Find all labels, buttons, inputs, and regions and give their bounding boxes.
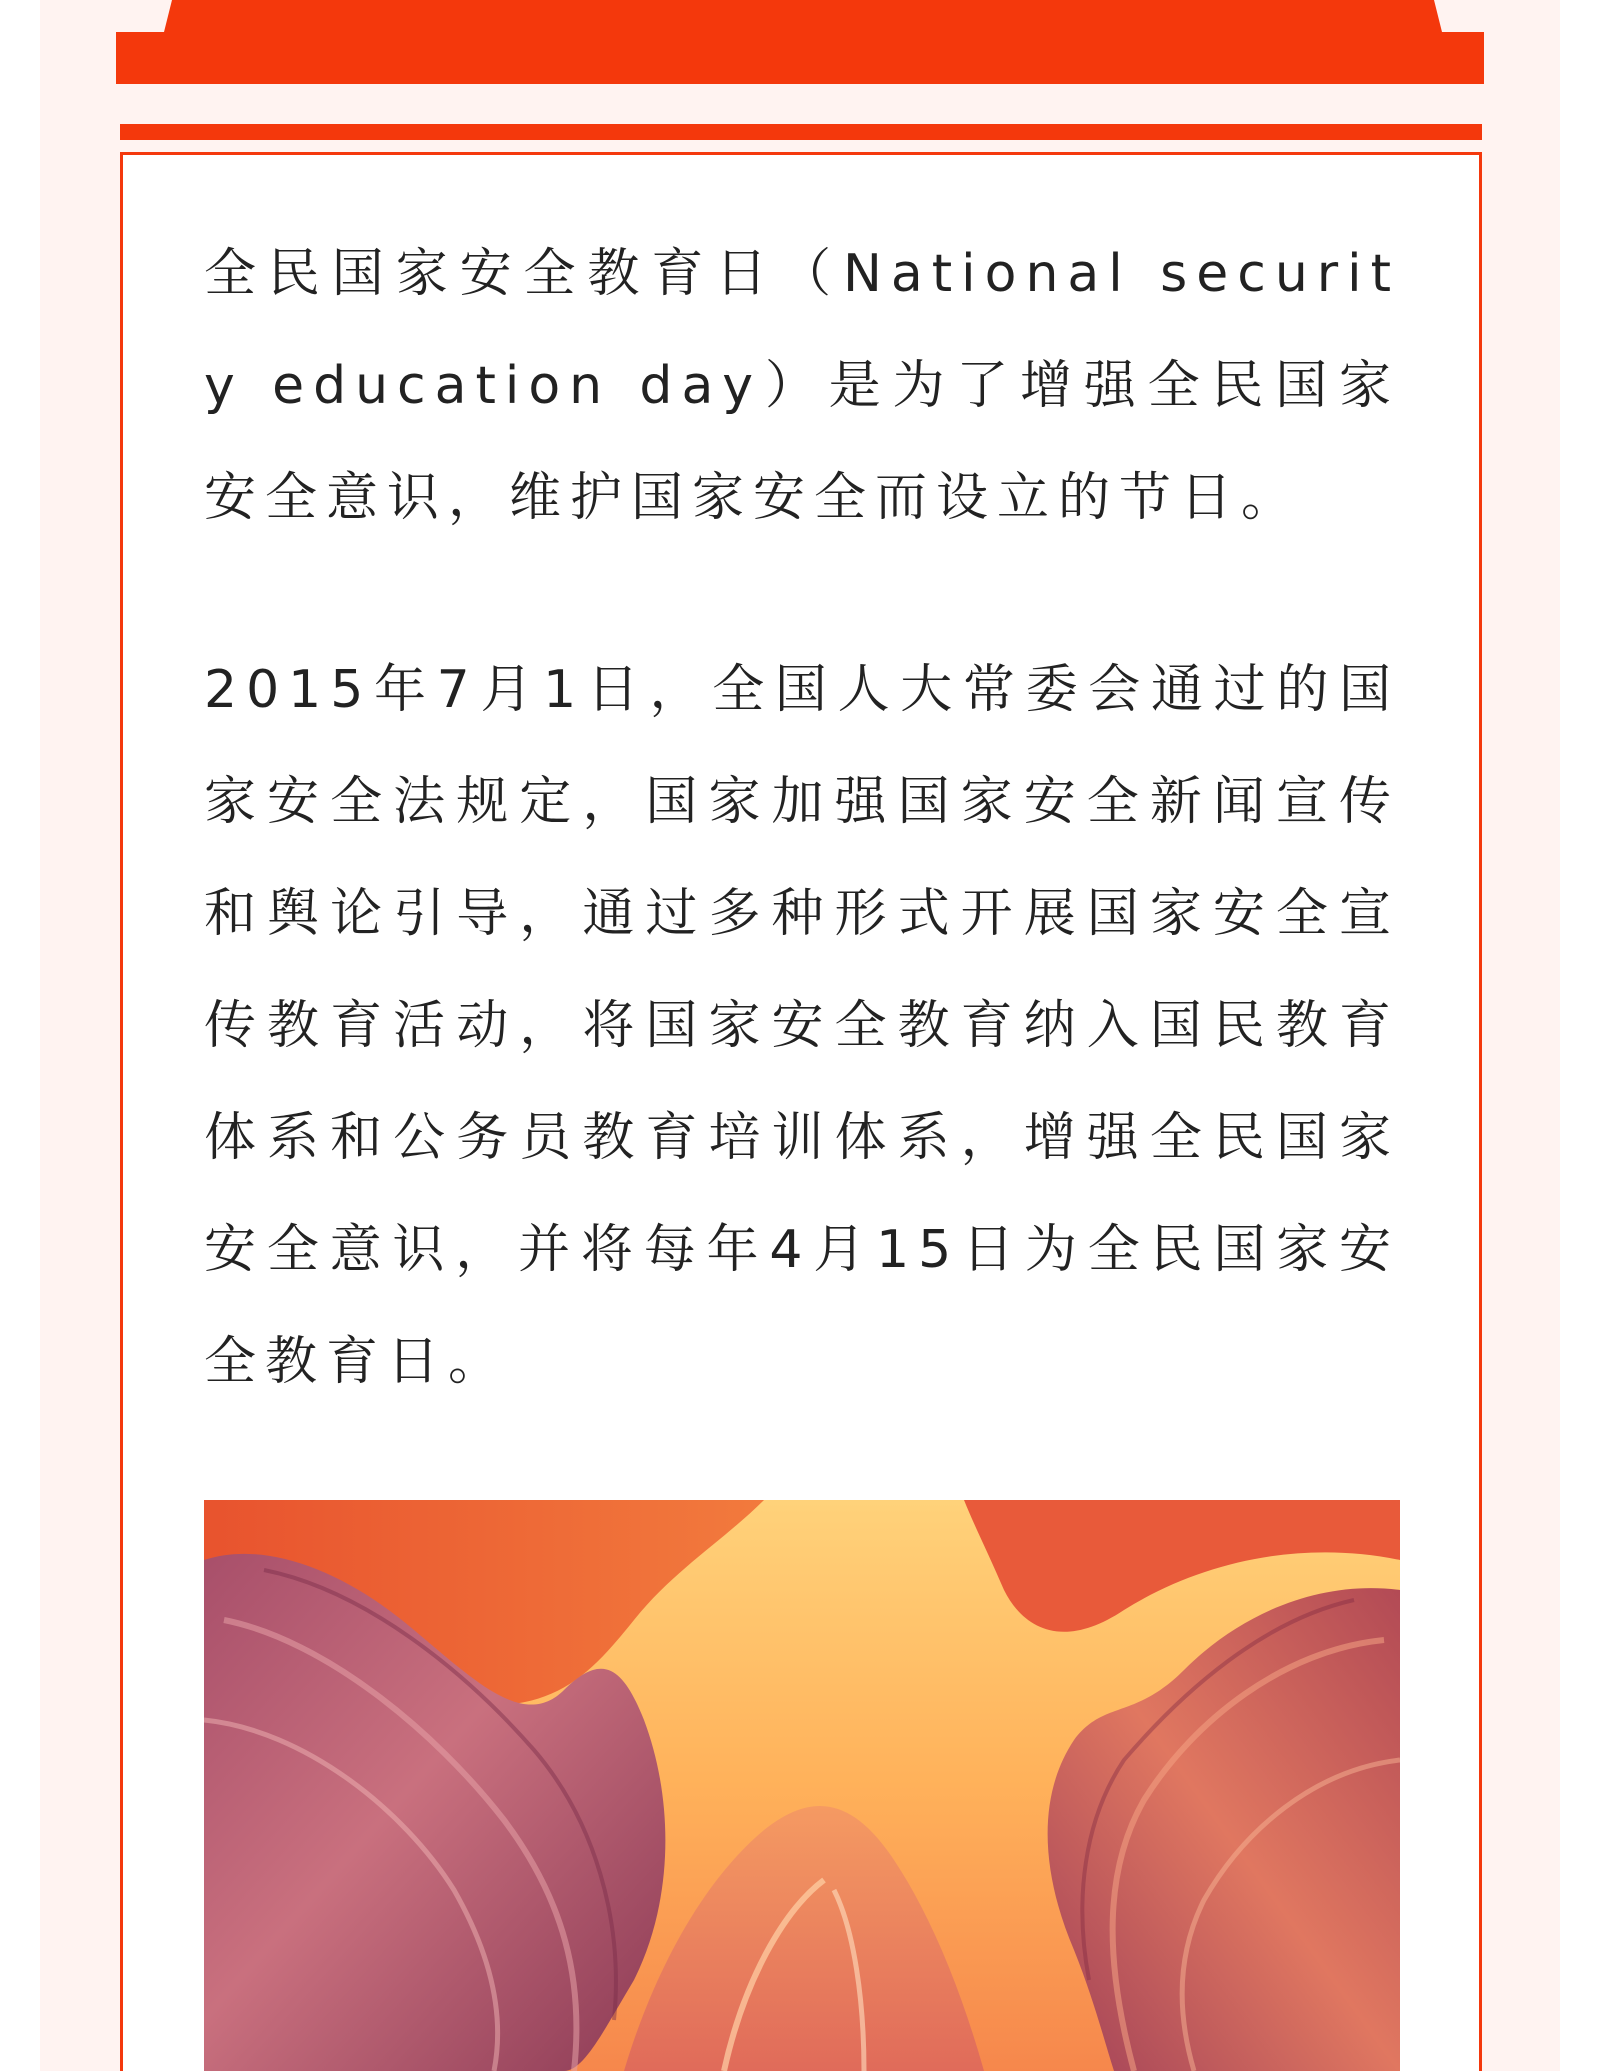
intro-paragraph: 全民国家安全教育日（National security education day）是为了增强全民国家安全意识，维护国家安全而设立的节日。 bbox=[204, 244, 1400, 528]
law-paragraph: 2015年7月1日，全国人大常委会通过的国家安全法规定，国家加强国家安全新闻宣传和舆论引导，通过多种形式开展国家安全宣传教育活动，将国家安全教育纳入国民教育体系和公务员教育培训体系，增强全民国家安全意识，并将每年4月15日为全民国家安全教育日。 bbox=[204, 660, 1400, 1392]
separator-bar bbox=[120, 124, 1482, 140]
header-banner bbox=[116, 0, 1484, 84]
canyon-photo bbox=[204, 1500, 1400, 2071]
